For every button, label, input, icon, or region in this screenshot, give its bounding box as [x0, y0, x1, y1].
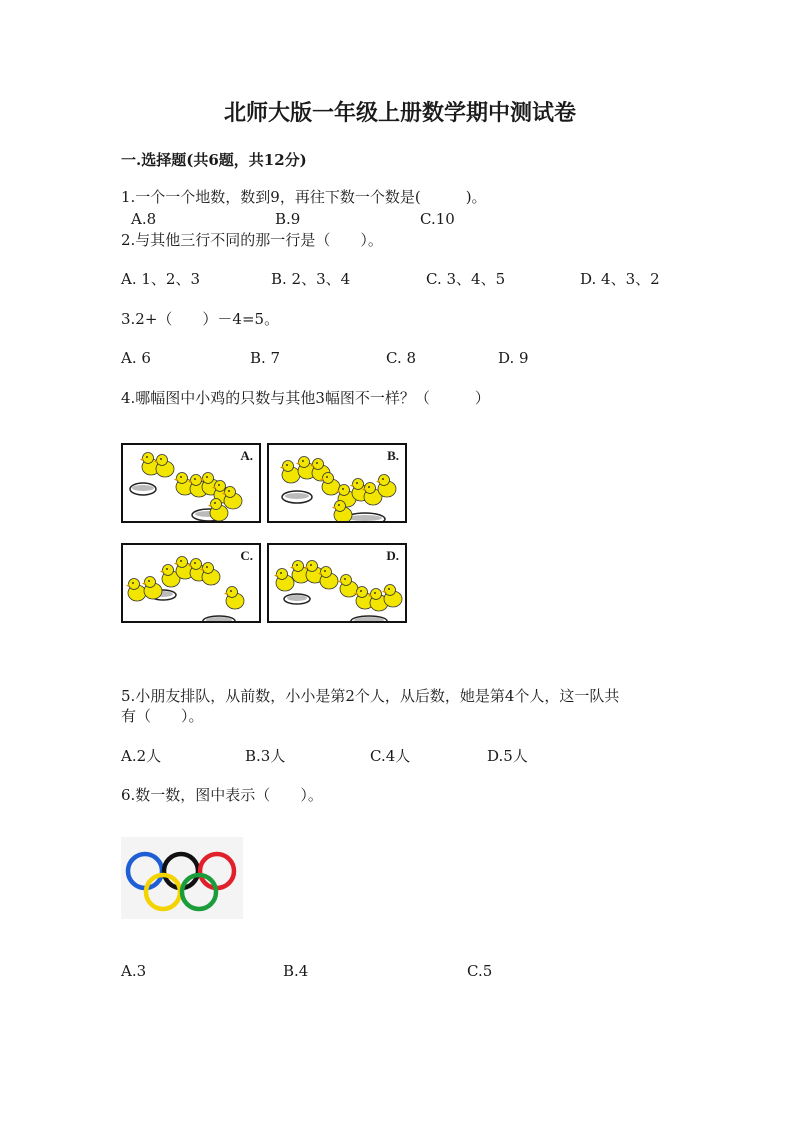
question-1-stem: 1.一个一个地数，数到9，再往下数一个数是( )。 — [121, 188, 487, 206]
question-2-option-d[interactable]: D. 4、3、2 — [580, 270, 660, 288]
question-4-stem: 4.哪幅图中小鸡的只数与其他3幅图不一样？（ ） — [121, 389, 490, 407]
question-1-option-b[interactable]: B.9 — [275, 210, 301, 228]
chick-panel-b[interactable] — [267, 443, 407, 523]
question-3-option-c[interactable]: C. 8 — [386, 349, 417, 367]
question-5-option-d[interactable]: D.5人 — [487, 747, 528, 765]
question-6-option-a[interactable]: A.3 — [121, 962, 147, 980]
chick-icon — [222, 487, 242, 510]
question-2-option-b[interactable]: B. 2、3、4 — [271, 270, 351, 288]
chick-panel-b-label: B. — [387, 448, 399, 463]
chick-panel-a[interactable] — [121, 443, 261, 523]
ring-red — [200, 854, 234, 888]
olympic-rings-figure — [121, 837, 243, 919]
section-heading: 一.选择题(共6题，共12分) — [121, 151, 307, 169]
chick-panel-d[interactable] — [267, 543, 407, 623]
ring-yellow — [146, 875, 180, 909]
chick-icon — [318, 567, 338, 590]
question-3-option-b[interactable]: B. 7 — [250, 349, 281, 367]
question-6-option-c[interactable]: C.5 — [467, 962, 493, 980]
chicks-c — [126, 557, 244, 610]
question-1-option-c[interactable]: C.10 — [420, 210, 455, 228]
question-6-stem: 6.数一数，图中表示（ ）。 — [121, 786, 323, 804]
chicks-b — [280, 457, 396, 524]
page-title: 北师大版一年级上册数学期中测试卷 — [223, 100, 576, 126]
chick-panel-a-label: A. — [240, 448, 253, 463]
chick-panel-c-label: C. — [240, 548, 253, 563]
question-3-option-a[interactable]: A. 6 — [121, 349, 151, 367]
chick-figure — [121, 443, 411, 613]
question-5-stem-line-1: 5.小朋友排队，从前数，小小是第2个人，从后数，她是第4个人，这一队共 — [121, 687, 620, 705]
ring-blue — [128, 854, 162, 888]
question-3-option-d[interactable]: D. 9 — [498, 349, 529, 367]
olympic-rings-icon — [121, 837, 243, 919]
chick-icon — [274, 569, 294, 592]
chick-icon — [200, 563, 220, 586]
chick-icon — [126, 579, 146, 602]
chick-panel-c[interactable] — [121, 543, 261, 623]
ring-green — [182, 875, 216, 909]
question-5-stem-line-2: 有（ ）。 — [121, 707, 204, 725]
question-1-option-a[interactable]: A.8 — [131, 210, 157, 228]
question-3-stem: 3.2+（ ）－4=5。 — [121, 310, 280, 328]
question-6-option-b[interactable]: B.4 — [283, 962, 309, 980]
question-2-stem: 2.与其他三行不同的那一行是（ ）。 — [121, 231, 383, 249]
chick-panel-d-label: D. — [386, 548, 399, 563]
question-2-option-c[interactable]: C. 3、4、5 — [426, 270, 506, 288]
ring-black — [164, 854, 198, 888]
question-5-option-b[interactable]: B.3人 — [245, 747, 286, 765]
chick-icon — [224, 587, 244, 610]
question-5-option-c[interactable]: C.4人 — [370, 747, 411, 765]
question-2-option-a[interactable]: A. 1、2、3 — [121, 270, 200, 288]
question-5-option-a[interactable]: A.2人 — [121, 747, 162, 765]
chick-icon — [154, 455, 174, 478]
